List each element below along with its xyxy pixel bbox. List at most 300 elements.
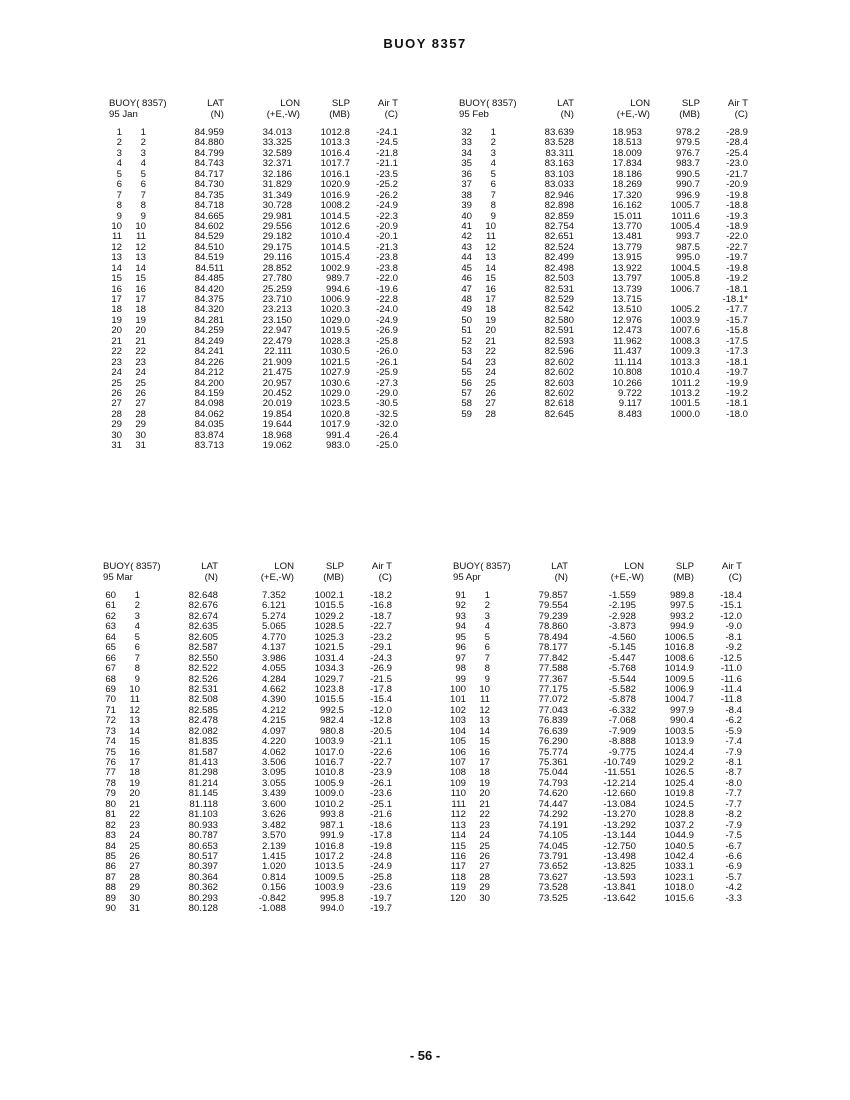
table-row	[450, 800, 750, 810]
cell-airt: -19.8	[726, 262, 748, 274]
cell-slp: 1005.8	[670, 273, 700, 285]
cell-slp: 1007.6	[670, 325, 700, 337]
cell-seq: 44	[461, 252, 472, 264]
table-header	[100, 561, 400, 585]
cell-seq: 113	[450, 819, 466, 831]
cell-lon: 10.808	[612, 367, 642, 379]
cell-slp: 1024.5	[664, 798, 694, 810]
table-row	[456, 389, 756, 399]
cell-airt: -24.0	[376, 304, 398, 316]
cell-lat: 84.062	[194, 408, 224, 420]
cell-slp: 1014.5	[320, 210, 350, 222]
cell-airt: -32.0	[376, 419, 398, 431]
cell-airt: -22.0	[726, 231, 748, 243]
cell-airt: -5.9	[725, 725, 742, 737]
cell-lon: 9.722	[617, 387, 642, 399]
table-row	[100, 842, 400, 852]
cell-seq: 47	[461, 283, 472, 295]
cell-lon: -6.332	[608, 704, 636, 716]
cell-airt: -22.0	[376, 273, 398, 285]
cell-lat: 84.799	[194, 147, 224, 159]
table-row	[456, 212, 756, 222]
cell-slp: 1016.8	[664, 642, 694, 654]
cell-slp: 1004.5	[670, 262, 700, 274]
table-header	[456, 98, 756, 122]
cell-airt: -21.1	[370, 736, 392, 748]
table-row	[106, 420, 406, 430]
cell-airt: -20.9	[376, 220, 398, 232]
cell-slp: 1005.9	[314, 777, 344, 789]
table-row	[456, 232, 756, 242]
cell-lat: 80.128	[188, 903, 218, 915]
cell-lon: 4.212	[261, 704, 286, 716]
cell-slp: 1021.5	[320, 356, 350, 368]
table-row	[456, 222, 756, 232]
cell-seq: 7	[116, 189, 122, 201]
cell-lon: -13.084	[603, 798, 636, 810]
cell-airt: -19.6	[376, 283, 398, 295]
table-row	[106, 410, 406, 420]
cell-seq: 111	[451, 798, 466, 810]
cell-airt: -19.8	[370, 840, 392, 852]
cell-airt: -8.4	[725, 704, 742, 716]
table-feb	[456, 98, 756, 420]
cell-lat: 74.292	[538, 809, 568, 821]
cell-lon: 19.644	[262, 419, 292, 431]
table-row	[106, 316, 406, 326]
cell-slp: 1006.9	[320, 294, 350, 305]
cell-lat: 80.362	[188, 882, 218, 894]
table-row	[100, 831, 400, 841]
cell-lat: 82.859	[544, 210, 574, 222]
cell-lon: 29.116	[263, 252, 292, 264]
cell-airt: -18.0	[726, 408, 748, 420]
header-airt: Air T	[377, 98, 398, 109]
cell-lat: 84.259	[194, 325, 224, 337]
cell-seq: 63	[105, 621, 116, 633]
table-row	[456, 410, 756, 420]
cell-seq: 100	[450, 683, 467, 695]
cell-lon: 4.770	[261, 631, 286, 643]
cell-lat: 82.602	[544, 367, 574, 379]
cell-lat: 77.367	[538, 673, 568, 685]
cell-lat: 84.730	[194, 179, 224, 191]
cell-lon: 13.915	[612, 252, 642, 264]
cell-airt: -18.1*	[722, 294, 748, 305]
cell-slp: 994.0	[319, 903, 344, 915]
cell-lon: 13.770	[612, 220, 642, 232]
cell-seq: 4	[116, 158, 122, 170]
table-row	[100, 612, 400, 622]
cell-lon: 23.710	[262, 294, 292, 305]
cell-airt: -24.3	[370, 652, 392, 664]
cell-lon: 3.600	[261, 798, 286, 810]
cell-day: 13	[135, 252, 146, 264]
table-row	[100, 821, 400, 831]
cell-lon: -13.642	[603, 892, 636, 904]
cell-day: 25	[479, 840, 490, 852]
cell-day: 21	[129, 798, 140, 810]
cell-seq: 8	[116, 200, 122, 212]
cell-day: 19	[485, 314, 496, 326]
header-airt-unit: (C)	[378, 572, 392, 583]
cell-lon: 18.513	[612, 137, 642, 149]
cell-day: 16	[479, 746, 490, 758]
cell-lon: 25.259	[262, 283, 292, 295]
cell-slp: 1005.4	[670, 220, 700, 232]
cell-seq: 15	[111, 273, 122, 285]
cell-seq: 95	[455, 631, 466, 643]
cell-day: 5	[140, 168, 146, 180]
cell-day: 11	[480, 694, 490, 706]
cell-lat: 82.645	[544, 408, 574, 420]
cell-day: 21	[479, 798, 490, 810]
cell-lat: 84.159	[194, 387, 224, 399]
cell-lon: 20.957	[262, 377, 292, 389]
table-row	[106, 159, 406, 169]
cell-seq: 39	[461, 200, 472, 212]
cell-day: 29	[129, 882, 140, 894]
cell-airt: -18.7	[370, 610, 392, 622]
table-row	[450, 591, 750, 601]
cell-slp: 1017.7	[320, 158, 350, 170]
cell-day: 6	[140, 179, 146, 191]
table-row	[100, 695, 400, 705]
cell-slp: 990.5	[675, 168, 700, 180]
cell-airt: -26.9	[370, 663, 392, 675]
cell-seq: 34	[461, 147, 472, 159]
cell-day: 27	[129, 861, 140, 873]
cell-seq: 97	[455, 652, 466, 664]
cell-seq: 2	[116, 137, 122, 149]
cell-slp: 982.4	[319, 715, 344, 727]
cell-seq: 28	[111, 408, 122, 420]
cell-lat: 83.163	[544, 158, 574, 170]
table-row	[100, 810, 400, 820]
cell-lon: 19.854	[262, 408, 292, 420]
cell-slp: 1016.7	[314, 757, 344, 768]
cell-slp: 1003.9	[314, 736, 344, 748]
cell-lon: -9.775	[608, 746, 636, 758]
cell-slp: 1008.6	[664, 652, 694, 664]
cell-day: 8	[140, 200, 146, 212]
cell-seq: 120	[450, 892, 467, 904]
cell-lat: 82.542	[544, 304, 574, 316]
cell-slp: 1019.5	[320, 325, 350, 337]
cell-airt: -21.7	[726, 168, 748, 180]
table-row	[450, 883, 750, 893]
cell-day: 3	[140, 147, 146, 159]
cell-lon: -7.068	[608, 715, 636, 727]
cell-day: 23	[479, 819, 490, 831]
cell-lat: 82.503	[544, 273, 574, 285]
table-row	[456, 180, 756, 190]
cell-slp: 1016.1	[320, 168, 350, 180]
cell-seq: 118	[450, 871, 466, 883]
header-lon: LON	[280, 98, 300, 109]
cell-slp: 1016.8	[314, 840, 344, 852]
cell-seq: 92	[455, 600, 466, 612]
cell-seq: 93	[455, 610, 466, 622]
cell-lon: 34.013	[262, 127, 292, 138]
cell-lat: 81.118	[189, 798, 218, 810]
cell-lat: 81.214	[188, 777, 218, 789]
header-lat: LAT	[201, 561, 218, 572]
cell-slp: 1006.7	[670, 283, 700, 295]
cell-day: 9	[140, 210, 146, 222]
table-row	[106, 128, 406, 138]
cell-day: 26	[479, 850, 490, 862]
cell-lon: 5.274	[261, 610, 286, 622]
cell-airt: -16.8	[370, 600, 392, 612]
cell-day: 21	[485, 335, 496, 347]
cell-day: 19	[479, 777, 490, 789]
cell-airt: -18.9	[726, 220, 748, 232]
cell-seq: 68	[105, 673, 116, 685]
cell-lat: 83.103	[544, 168, 574, 180]
cell-lon: 18.186	[612, 168, 642, 180]
cell-lon: 3.439	[261, 788, 286, 800]
cell-lon: 4.390	[261, 694, 286, 706]
cell-slp: 1029.0	[320, 314, 350, 326]
header-lon: LON	[630, 98, 650, 109]
cell-seq: 103	[450, 715, 467, 727]
cell-slp: 1016.9	[320, 189, 350, 201]
cell-lat: 82.531	[544, 283, 574, 295]
cell-day: 29	[135, 419, 146, 431]
cell-airt: -22.6	[370, 746, 392, 758]
cell-lon: 18.009	[612, 147, 642, 159]
cell-slp: 1020.9	[320, 179, 350, 191]
cell-airt: -30.5	[376, 398, 398, 410]
cell-lon: 31.349	[262, 189, 292, 201]
cell-airt: -26.9	[376, 325, 398, 337]
cell-lat: 84.529	[194, 231, 224, 243]
cell-slp: 994.9	[669, 621, 694, 633]
cell-day: 30	[479, 892, 490, 904]
cell-day: 2	[490, 137, 496, 149]
table-row	[456, 243, 756, 253]
cell-lon: -5.878	[608, 694, 636, 706]
cell-seq: 76	[105, 757, 116, 768]
cell-lat: 84.743	[194, 158, 224, 170]
cell-seq: 85	[105, 850, 116, 862]
cell-airt: -8.1	[725, 631, 742, 643]
cell-day: 8	[134, 663, 140, 675]
cell-day: 7	[490, 189, 496, 201]
cell-seq: 110	[450, 788, 466, 800]
cell-day: 26	[135, 387, 146, 399]
cell-lat: 84.718	[194, 200, 224, 212]
cell-lat: 73.652	[538, 861, 568, 873]
header-airt: Air T	[727, 98, 748, 109]
cell-lon: 18.968	[262, 429, 292, 441]
table-row	[450, 821, 750, 831]
cell-day: 4	[140, 158, 146, 170]
cell-slp: 1016.4	[320, 147, 350, 159]
cell-day: 26	[129, 850, 140, 862]
cell-seq: 6	[116, 179, 122, 191]
cell-lon: 16.162	[612, 200, 642, 212]
cell-lat: 82.674	[188, 610, 218, 622]
cell-lon: -12.214	[603, 777, 636, 789]
table-row	[106, 222, 406, 232]
cell-slp: 994.6	[325, 283, 350, 295]
cell-seq: 90	[105, 903, 116, 915]
cell-lat: 78.177	[538, 642, 568, 654]
cell-slp: 1009.5	[314, 871, 344, 883]
cell-day: 15	[129, 736, 140, 748]
cell-day: 28	[135, 408, 146, 420]
cell-airt: -6.6	[725, 850, 742, 862]
cell-seq: 114	[450, 830, 466, 842]
cell-lon: 8.483	[617, 408, 642, 420]
cell-seq: 20	[111, 325, 122, 337]
cell-lat: 81.298	[188, 767, 218, 779]
cell-lon: 19.062	[262, 440, 292, 452]
cell-day: 11	[130, 694, 140, 706]
table-row	[100, 643, 400, 653]
table-row	[100, 601, 400, 611]
cell-slp: 979.5	[675, 137, 700, 149]
cell-lon: 23.150	[262, 314, 292, 326]
cell-airt: -24.9	[376, 314, 398, 326]
cell-lat: 82.526	[188, 673, 218, 685]
table-row	[106, 180, 406, 190]
cell-slp: 1012.6	[320, 220, 350, 232]
cell-seq: 23	[111, 356, 122, 368]
cell-slp: 978.2	[675, 127, 700, 138]
cell-day: 18	[135, 304, 146, 316]
cell-lon: 13.922	[612, 262, 642, 274]
cell-lon: 17.834	[612, 158, 642, 170]
header-lon-unit: (+E,-W)	[260, 572, 294, 583]
cell-lon: 1.415	[261, 850, 286, 862]
cell-seq: 99	[455, 673, 466, 685]
cell-day: 6	[134, 642, 140, 654]
cell-day: 6	[484, 642, 490, 654]
cell-day: 22	[479, 809, 490, 821]
cell-lat: 75.774	[538, 746, 568, 758]
cell-airt: -26.4	[376, 429, 398, 441]
table-row	[450, 654, 750, 664]
cell-airt: -17.8	[370, 683, 392, 695]
cell-slp: 996.9	[675, 189, 700, 201]
cell-airt: -26.1	[376, 356, 398, 368]
cell-day: 15	[135, 273, 146, 285]
cell-lon: -5.544	[608, 673, 636, 685]
cell-lat: 83.311	[545, 147, 574, 159]
cell-slp: 980.8	[319, 725, 344, 737]
cell-seq: 117	[450, 861, 466, 873]
cell-lat: 82.591	[544, 325, 574, 337]
cell-slp: 983.0	[325, 440, 350, 452]
cell-lat: 84.511	[195, 262, 224, 274]
cell-lon: 3.095	[261, 767, 286, 779]
cell-airt: -25.8	[370, 871, 392, 883]
cell-seq: 49	[461, 304, 472, 316]
cell-airt: -21.3	[376, 241, 398, 253]
cell-day: 31	[135, 440, 146, 452]
cell-airt: -12.0	[720, 610, 742, 622]
cell-seq: 45	[461, 262, 472, 274]
cell-day: 2	[140, 137, 146, 149]
cell-slp: 1004.7	[664, 694, 694, 706]
cell-slp: 997.5	[669, 600, 694, 612]
table-row	[456, 347, 756, 357]
cell-day: 9	[484, 673, 490, 685]
cell-day: 20	[479, 788, 490, 800]
cell-lat: 82.524	[544, 241, 574, 253]
cell-airt: -22.3	[376, 210, 398, 222]
cell-day: 21	[135, 335, 146, 347]
cell-lat: 78.494	[538, 631, 568, 643]
table-row	[100, 862, 400, 872]
table-row	[450, 664, 750, 674]
table-row	[106, 337, 406, 347]
table-row	[456, 191, 756, 201]
cell-lon: 11.114	[614, 356, 642, 368]
cell-day: 28	[485, 408, 496, 420]
cell-day: 18	[129, 767, 140, 779]
cell-seq: 5	[116, 168, 122, 180]
table-row	[100, 873, 400, 883]
table-row	[456, 326, 756, 336]
cell-seq: 109	[450, 777, 467, 789]
cell-lon: 32.371	[262, 158, 292, 170]
cell-lat: 80.517	[188, 850, 218, 862]
header-slp-unit: (MB)	[679, 109, 700, 120]
table-row	[100, 675, 400, 685]
table-apr	[450, 561, 750, 904]
cell-seq: 84	[105, 840, 116, 852]
cell-day: 9	[490, 210, 496, 222]
cell-seq: 106	[450, 746, 467, 758]
cell-lat: 80.397	[188, 861, 218, 873]
cell-airt: -7.7	[725, 788, 742, 800]
cell-lat: 80.933	[188, 819, 218, 831]
cell-lon: 12.473	[612, 325, 642, 337]
cell-airt: -23.9	[370, 767, 392, 779]
table-row	[456, 305, 756, 315]
cell-lat: 82.946	[544, 189, 574, 201]
cell-airt: -11.8	[720, 694, 742, 706]
cell-lon: 11.962	[613, 335, 642, 347]
cell-seq: 60	[105, 590, 116, 601]
cell-airt: -7.5	[725, 830, 742, 842]
cell-airt: -12.8	[370, 715, 392, 727]
table-row	[450, 633, 750, 643]
cell-airt: -7.7	[725, 798, 742, 810]
cell-slp: 1037.2	[664, 819, 694, 831]
cell-airt: -8.0	[725, 777, 742, 789]
cell-day: 1	[484, 590, 490, 601]
cell-lat: 84.485	[194, 273, 224, 285]
header-slp: SLP	[331, 98, 350, 109]
cell-slp: 1033.1	[664, 861, 694, 873]
cell-airt: -9.2	[725, 642, 742, 654]
cell-airt: -19.9	[726, 377, 748, 389]
cell-lon: -2.928	[608, 610, 636, 622]
cell-lon: -1.559	[608, 590, 636, 601]
cell-lat: 84.241	[194, 346, 224, 358]
cell-airt: -20.1	[376, 231, 398, 243]
cell-slp: 991.9	[319, 830, 344, 842]
cell-airt: -18.6	[370, 819, 392, 831]
cell-day: 10	[129, 683, 140, 695]
cell-airt: -25.2	[376, 179, 398, 191]
header-airt: Air T	[721, 561, 742, 572]
